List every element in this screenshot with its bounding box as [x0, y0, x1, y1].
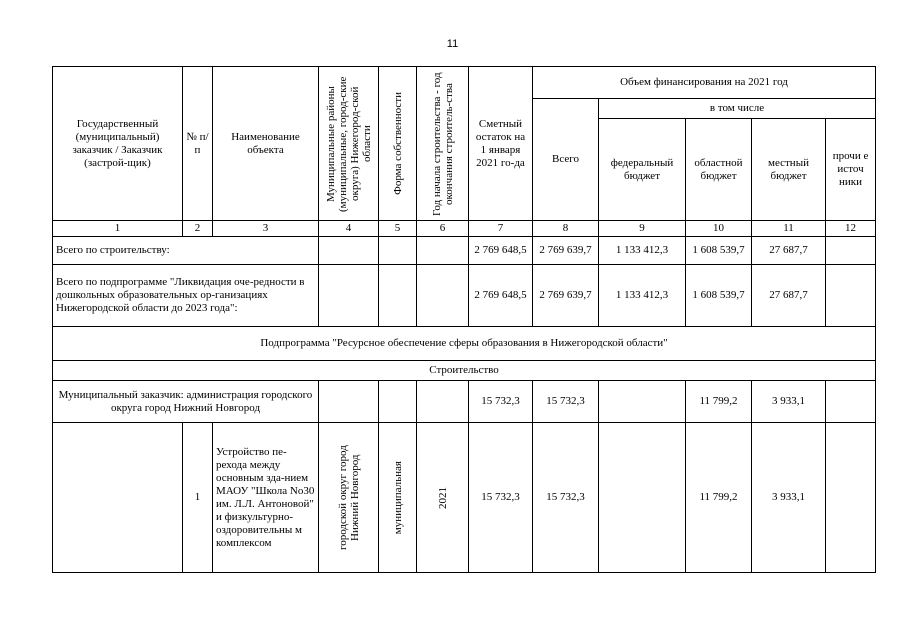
col-num: 3	[213, 221, 319, 237]
header-customer: Государственный (муниципальный) заказчик / Заказчик (застрой-щик)	[53, 67, 183, 221]
object-district	[319, 423, 379, 573]
object-years-text: 2021	[436, 486, 449, 509]
total-subprogram-total: 2 769 639,7	[533, 265, 599, 327]
customer-label: Муниципальный заказчик: администрация городского округа город Нижний Новгород	[53, 381, 319, 423]
col-num: 11	[752, 221, 826, 237]
total-construction-regional: 1 608 539,7	[686, 237, 752, 265]
header-including: в том числе	[599, 99, 876, 119]
header-other: прочи е источ ники	[826, 119, 876, 221]
column-numbers-row	[53, 221, 876, 237]
object-regional: 11 799,2	[686, 423, 752, 573]
col-num: 5	[379, 221, 417, 237]
object-name: Устройство пе-рехода между основным зда-нием МАОУ "Школа No30 им. Л.Л. Антоновой" и физкультурно-оздоровительны м комплексом	[213, 423, 319, 573]
table-row-total-subprogram	[53, 265, 876, 327]
total-subprogram-label: Всего по подпрограмме "Ликвидация оче-редности в дошкольных образовательных ор-ганизациях Нижегородской области до 2023 года":	[53, 265, 319, 327]
col-num: 10	[686, 221, 752, 237]
col-num: 1	[53, 221, 183, 237]
customer-regional: 11 799,2	[686, 381, 752, 423]
col-num: 8	[533, 221, 599, 237]
total-subprogram-balance: 2 769 648,5	[469, 265, 533, 327]
header-balance: Сметный остаток на 1 января 2021 го-да	[469, 67, 533, 221]
header-object-name: Наименование объекта	[213, 67, 319, 221]
total-construction-balance: 2 769 648,5	[469, 237, 533, 265]
col-num: 2	[183, 221, 213, 237]
header-number: № п/п	[183, 67, 213, 221]
header-financing: Объем финансирования на 2021 год	[533, 67, 876, 99]
header-district-text: Муниципальные районы (муниципальные, город-ские округа) Нижегород-ской области	[324, 75, 373, 212]
header-years-text: Год начала строительства - год окончания строитель-ства	[430, 71, 455, 216]
table-row-total-construction	[53, 237, 876, 265]
object-number: 1	[183, 423, 213, 573]
col-num: 9	[599, 221, 686, 237]
col-num: 12	[826, 221, 876, 237]
object-years	[417, 423, 469, 573]
header-ownership-text: Форма собственности	[391, 92, 404, 195]
section-title: Строительство	[53, 361, 876, 381]
header-district	[319, 67, 379, 221]
object-balance: 15 732,3	[469, 423, 533, 573]
page-number: 11	[446, 38, 459, 50]
header-federal: федеральный бюджет	[599, 119, 686, 221]
object-district-text: городской округ город Нижний Новгород	[336, 445, 361, 550]
object-total: 15 732,3	[533, 423, 599, 573]
object-ownership-text: муниципальная	[391, 460, 404, 535]
table-row-object	[53, 423, 876, 573]
header-years	[417, 67, 469, 221]
header-ownership	[379, 67, 417, 221]
total-construction-label: Всего по строительству:	[53, 237, 319, 265]
object-local: 3 933,1	[752, 423, 826, 573]
total-construction-local: 27 687,7	[752, 237, 826, 265]
total-construction-total: 2 769 639,7	[533, 237, 599, 265]
customer-local: 3 933,1	[752, 381, 826, 423]
col-num: 6	[417, 221, 469, 237]
header-total: Всего	[533, 99, 599, 221]
subprogram-title: Подпрограмма "Ресурсное обеспечение сферы образования в Нижегородской области"	[53, 327, 876, 361]
customer-total: 15 732,3	[533, 381, 599, 423]
total-subprogram-federal: 1 133 412,3	[599, 265, 686, 327]
total-subprogram-regional: 1 608 539,7	[686, 265, 752, 327]
total-subprogram-local: 27 687,7	[752, 265, 826, 327]
customer-balance: 15 732,3	[469, 381, 533, 423]
total-construction-federal: 1 133 412,3	[599, 237, 686, 265]
col-num: 7	[469, 221, 533, 237]
financing-table	[52, 66, 876, 573]
object-ownership	[379, 423, 417, 573]
header-local: местный бюджет	[752, 119, 826, 221]
header-regional: областной бюджет	[686, 119, 752, 221]
table-row-customer	[53, 381, 876, 423]
col-num: 4	[319, 221, 379, 237]
